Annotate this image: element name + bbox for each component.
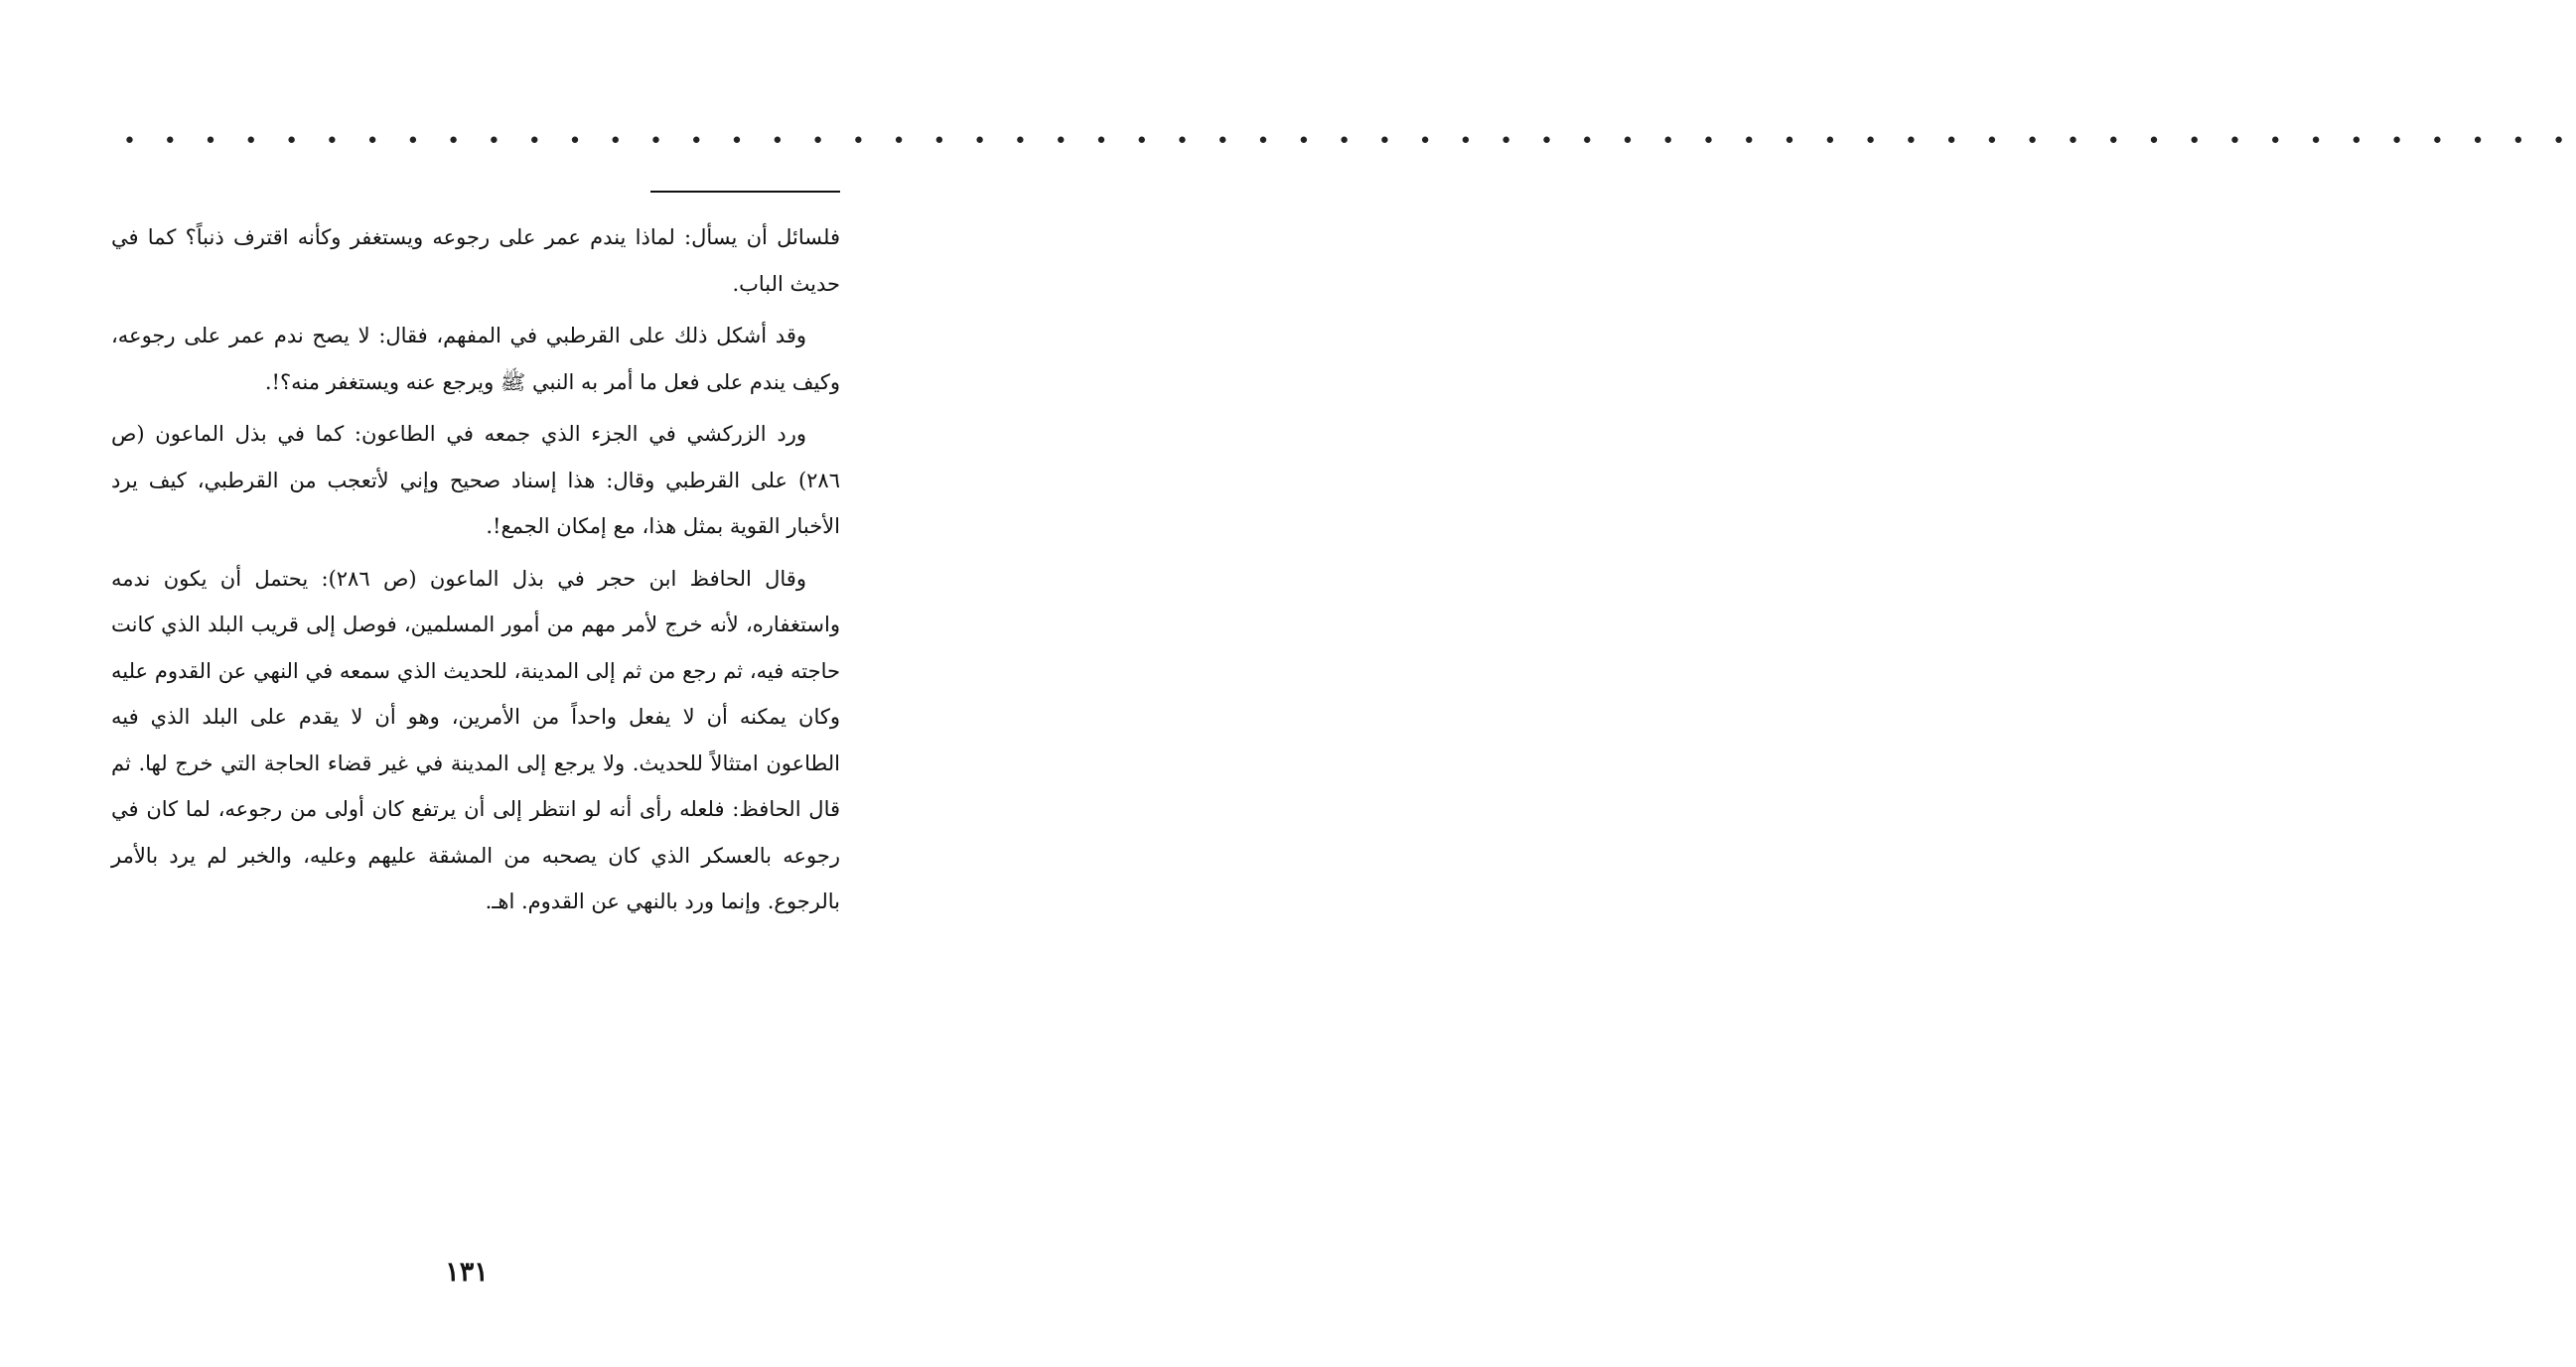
page-body [111,214,840,931]
footnote-rule [650,191,840,193]
page-number: ١٣١ [445,1257,489,1288]
dotted-separator: • • • • • • • • • • • • • • • • • • • • • • • • • • • • • • • • • • • • • • • • • • • • • • • • • • • • • • • • • • • • • [123,129,2576,154]
paragraph-ibn-hajar: وقال الحافظ ابن حجر في بذل الماعون (ص ٢٨٦): يحتمل أن يكون ندمه واستغفاره، لأنه خرج لأمر مهم من أمور المسلمين، فوصل إلى قريب البلد الذي كانت حاجته فيه، ثم رجع من ثم إلى المدينة، للحديث الذي سمعه في النهي عن القدوم عليه وكان يمكنه أن لا يفعل واحداً من الأمرين، وهو أن لا يقدم على البلد الذي فيه الطاعون امتثالاً للحديث. ولا يرجع إلى المدينة في غير قضاء الحاجة التي خرج لها. ثم قال الحافظ: فلعله رأى أنه لو انتظر إلى أن يرتفع كان أولى من رجوعه، لما كان في رجوعه بالعسكر الذي كان يصحبه من المشقة عليهم وعليه، والخبر لم يرد بالأمر بالرجوع. وإنما ورد بالنهي عن القدوم. اهـ. [111,566,840,913]
paragraph-question: فلسائل أن يسأل: لماذا يندم عمر على رجوعه ويستغفر وكأنه اقترف ذنباً؟ كما في حديث الباب. [111,225,840,296]
paragraph-qurtubi: وقد أشكل ذلك على القرطبي في المفهم، فقال: لا يصح ندم عمر على رجوعه، وكيف يندم على فعل ما أمر به النبي ﷺ ويرجع عنه ويستغفر منه؟!. [111,324,840,394]
paragraph-zarkashi: ورد الزركشي في الجزء الذي جمعه في الطاعون: كما في بذل الماعون (ص ٢٨٦) على القرطبي وقال: هذا إسناد صحيح وإني لأتعجب من القرطبي، كيف يرد الأخبار القوية بمثل هذا، مع إمكان الجمع!. [111,422,840,538]
